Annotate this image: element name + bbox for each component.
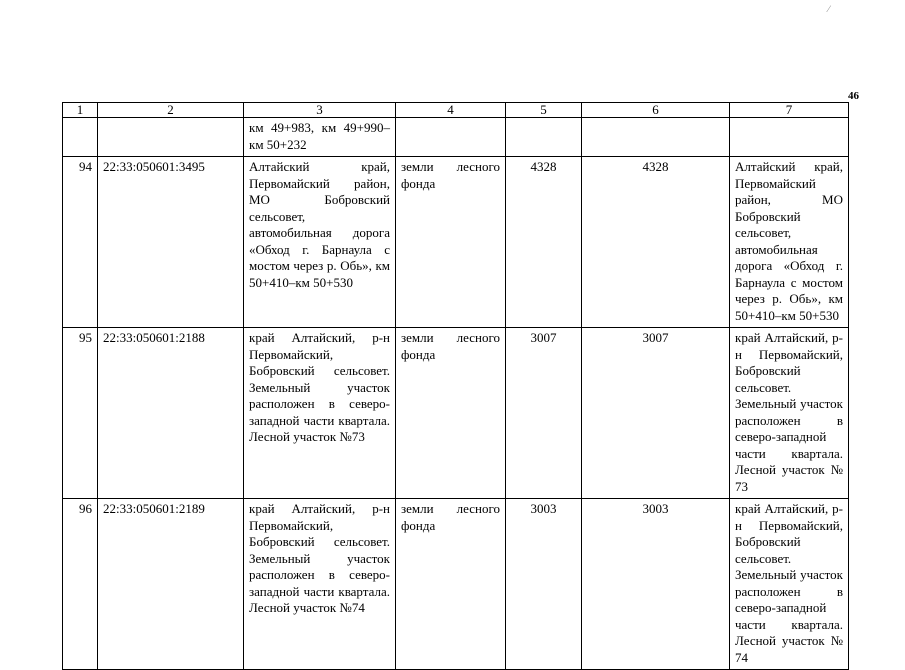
location-cell: край Алтайский, р-н Первомайский, Бобровский сельсовет. Земельный участок расположен в северо-западной части квартала. Лесной участок № 74: [730, 499, 849, 670]
area-used: 3003: [582, 499, 730, 670]
address-cell: Алтайский край, Первомайский район, МО Бобровский сельсовет, автомобильная дорога «Обход г. Барнаула с мостом через р. Обь», км 50+410–км 50+530: [244, 157, 396, 328]
land-category: земли лесного фонда: [396, 328, 506, 499]
continuation-row: [63, 118, 849, 157]
area-total: 3003: [506, 499, 582, 670]
cell-empty: [63, 118, 98, 157]
row-number: 96: [63, 499, 98, 670]
row-number: 95: [63, 328, 98, 499]
area-total: 3007: [506, 328, 582, 499]
header-col-4: 4: [396, 103, 506, 118]
corner-mark: ⁄: [828, 4, 830, 14]
table-row: [63, 499, 849, 670]
address-cell: км 49+983, км 49+990–км 50+232: [244, 118, 396, 157]
address-cell: край Алтайский, р-н Первомайский, Бобровский сельсовет. Земельный участок расположен в северо-западной части квартала. Лесной участок №74: [244, 499, 396, 670]
header-col-1: 1: [63, 103, 98, 118]
address-cell: край Алтайский, р-н Первомайский, Бобровский сельсовет. Земельный участок расположен в северо-западной части квартала. Лесной участок №73: [244, 328, 396, 499]
cell-empty: [506, 118, 582, 157]
header-col-6: 6: [582, 103, 730, 118]
row-number: 94: [63, 157, 98, 328]
land-category: земли лесного фонда: [396, 157, 506, 328]
cadastral-number: 22:33:050601:2189: [98, 499, 244, 670]
land-category: земли лесного фонда: [396, 499, 506, 670]
location-cell: край Алтайский, р-н Первомайский, Бобровский сельсовет. Земельный участок расположен в северо-западной части квартала. Лесной участок № 73: [730, 328, 849, 499]
area-used: 4328: [582, 157, 730, 328]
area-total: 4328: [506, 157, 582, 328]
header-col-2: 2: [98, 103, 244, 118]
cadastral-number: 22:33:050601:2188: [98, 328, 244, 499]
table-row: [63, 157, 849, 328]
page-number: 46: [848, 90, 859, 102]
land-plots-table: [62, 102, 849, 670]
table-header-row: [63, 103, 849, 118]
cadastral-number: 22:33:050601:3495: [98, 157, 244, 328]
cell-empty: [396, 118, 506, 157]
table-row: [63, 328, 849, 499]
area-used: 3007: [582, 328, 730, 499]
header-col-3: 3: [244, 103, 396, 118]
cell-empty: [582, 118, 730, 157]
header-col-7: 7: [730, 103, 849, 118]
cell-empty: [730, 118, 849, 157]
cell-empty: [98, 118, 244, 157]
header-col-5: 5: [506, 103, 582, 118]
location-cell: Алтайский край, Первомайский район, МО Бобровский сельсовет, автомобильная дорога «Обход г. Барнаула с мостом через р. Обь», км 50+410–км 50+530: [730, 157, 849, 328]
